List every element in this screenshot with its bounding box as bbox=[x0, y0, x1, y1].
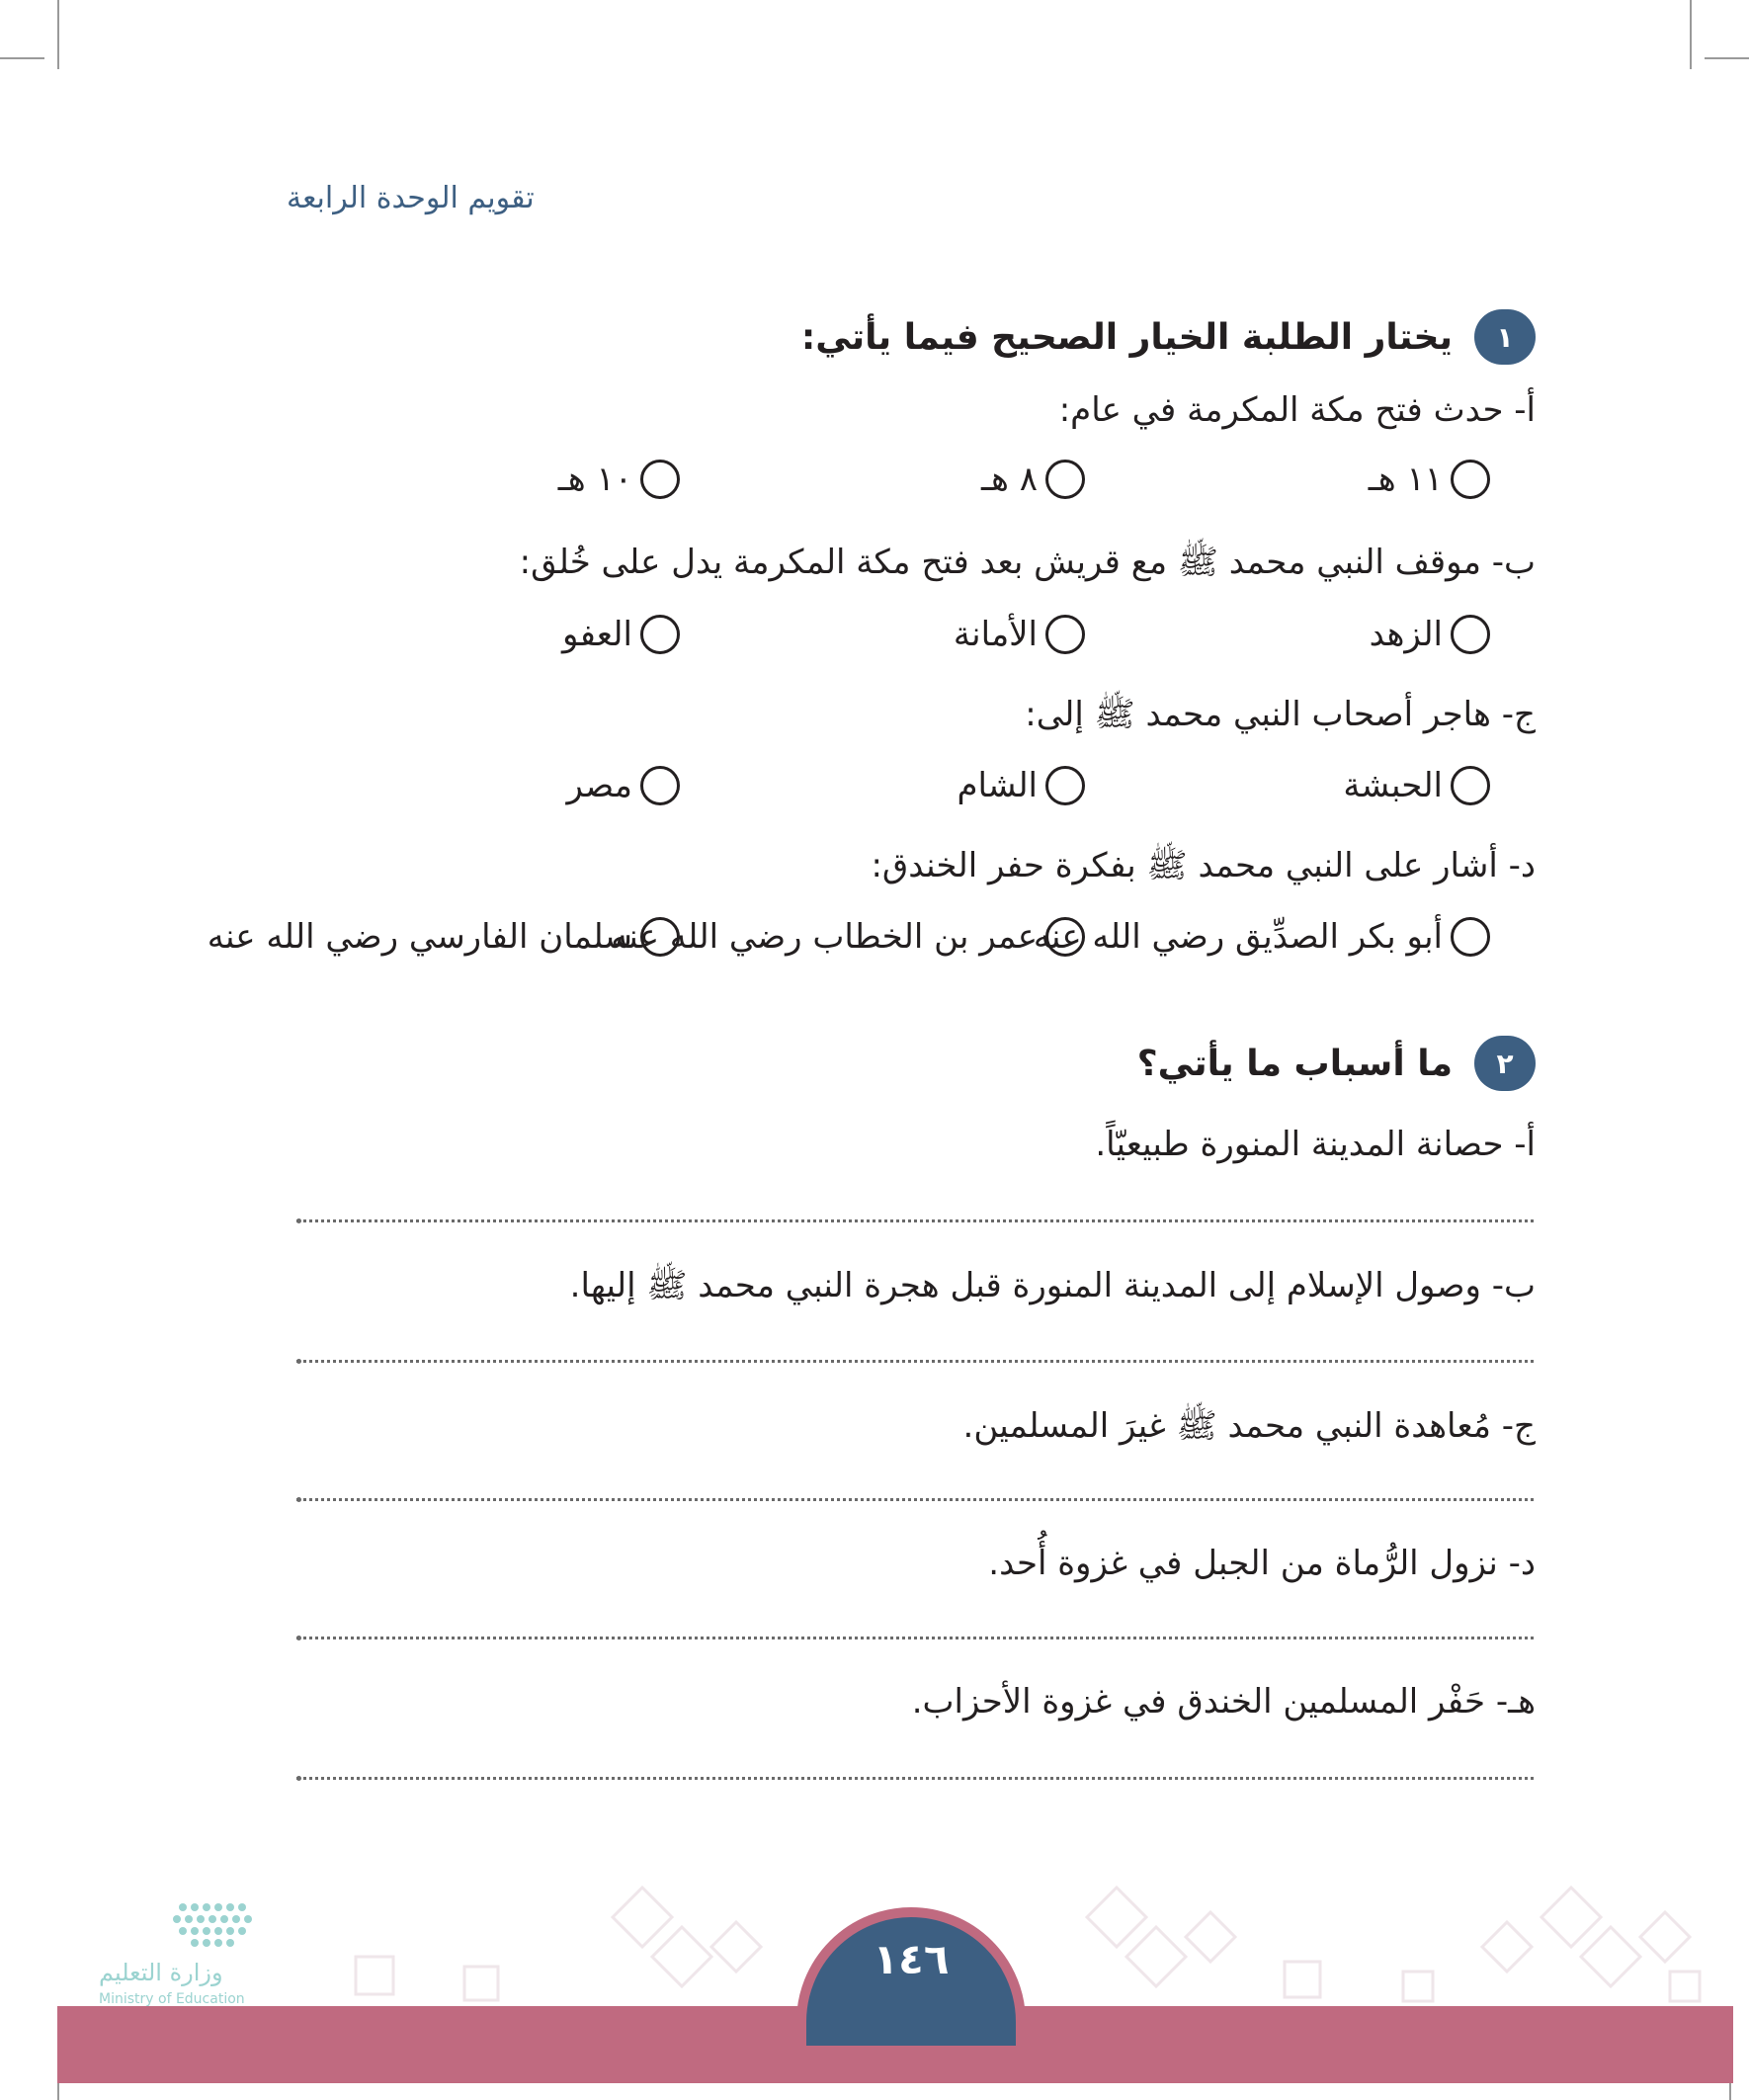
radio-button[interactable] bbox=[640, 766, 680, 805]
question-number-badge: ١ bbox=[1474, 309, 1536, 365]
radio-button[interactable] bbox=[640, 460, 680, 499]
radio-button[interactable] bbox=[1451, 917, 1490, 957]
page-number: ١٤٦ bbox=[873, 1935, 950, 1983]
question-1c-stem: ج- هاجر أصحاب النبي محمد ﷺ إلى: bbox=[1025, 695, 1536, 734]
option-label: عمر بن الخطاب رضي الله عنه bbox=[611, 917, 1038, 957]
option-label: مصر bbox=[566, 766, 632, 805]
option-1b-2[interactable] bbox=[954, 615, 1085, 654]
option-label: ٨ هـ bbox=[981, 460, 1038, 499]
option-1d-1[interactable] bbox=[1034, 917, 1490, 957]
answer-line[interactable] bbox=[296, 1498, 1534, 1501]
option-1d-2[interactable] bbox=[611, 917, 1085, 957]
ministry-name-en: Ministry of Education bbox=[99, 1991, 245, 2007]
answer-line-end bbox=[296, 1497, 301, 1502]
option-label: العفو bbox=[562, 615, 632, 654]
option-label: سلمان الفارسي رضي الله عنه bbox=[207, 917, 632, 957]
question-1a-stem: أ- حدث فتح مكة المكرمة في عام: bbox=[1058, 390, 1536, 430]
radio-button[interactable] bbox=[1451, 766, 1490, 805]
option-label: الشام bbox=[957, 766, 1038, 805]
answer-line-end bbox=[296, 1359, 301, 1364]
option-1a-2[interactable] bbox=[981, 460, 1085, 499]
option-label: الأمانة bbox=[953, 615, 1038, 654]
question-title: يختار الطلبة الخيار الصحيح فيما يأتي: bbox=[800, 316, 1453, 358]
question-2d-stem: د- نزول الرُّماة من الجبل في غزوة أُحد. bbox=[988, 1544, 1536, 1583]
crop-mark bbox=[57, 0, 59, 69]
option-label: الحبشة bbox=[1343, 766, 1443, 805]
crop-mark bbox=[1705, 57, 1749, 59]
radio-button[interactable] bbox=[1045, 917, 1085, 957]
unit-title: تقويم الوحدة الرابعة bbox=[287, 181, 535, 215]
question-2e-stem: هـ- حَفْر المسلمين الخندق في غزوة الأحزاب. bbox=[911, 1682, 1536, 1722]
option-label: ١٠ هـ bbox=[557, 460, 632, 499]
radio-button[interactable] bbox=[640, 917, 680, 957]
crop-mark bbox=[1690, 0, 1692, 69]
question-2-header bbox=[1137, 1033, 1536, 1094]
answer-line[interactable] bbox=[296, 1219, 1534, 1222]
ministry-name: وزارة التعليم bbox=[99, 1959, 223, 1986]
option-1c-2[interactable] bbox=[957, 766, 1085, 805]
question-2a-stem: أ- حصانة المدينة المنورة طبيعيّاً. bbox=[1095, 1125, 1536, 1164]
answer-line-end bbox=[296, 1636, 301, 1640]
option-label: ١١ هـ bbox=[1368, 460, 1443, 499]
question-2c-stem: ج- مُعاهدة النبي محمد ﷺ غيرَ المسلمين. bbox=[962, 1406, 1536, 1446]
question-title: ما أسباب ما يأتي؟ bbox=[1136, 1043, 1453, 1084]
answer-line-end bbox=[296, 1218, 301, 1223]
radio-button[interactable] bbox=[640, 615, 680, 654]
answer-line[interactable] bbox=[296, 1360, 1534, 1363]
option-1c-3[interactable] bbox=[567, 766, 680, 805]
question-2b-stem: ب- وصول الإسلام إلى المدينة المنورة قبل هجرة النبي محمد ﷺ إليها. bbox=[569, 1266, 1536, 1305]
option-1d-3[interactable] bbox=[208, 917, 680, 957]
option-1c-1[interactable] bbox=[1343, 766, 1490, 805]
radio-button[interactable] bbox=[1451, 615, 1490, 654]
crop-mark bbox=[0, 57, 44, 59]
radio-button[interactable] bbox=[1045, 766, 1085, 805]
answer-line-end bbox=[296, 1776, 301, 1781]
option-1b-1[interactable] bbox=[1370, 615, 1490, 654]
option-label: أبو بكر الصدِّيق رضي الله عنه bbox=[1033, 917, 1443, 957]
question-1d-stem: د- أشار على النبي محمد ﷺ بفكرة حفر الخندق: bbox=[871, 846, 1536, 885]
radio-button[interactable] bbox=[1045, 615, 1085, 654]
answer-line[interactable] bbox=[296, 1637, 1534, 1639]
question-1b-stem: ب- موقف النبي محمد ﷺ مع قريش بعد فتح مكة المكرمة يدل على خُلق: bbox=[519, 543, 1536, 582]
option-1a-3[interactable] bbox=[558, 460, 680, 499]
question-number-badge: ٢ bbox=[1474, 1036, 1536, 1091]
option-label: الزهد bbox=[1369, 615, 1443, 654]
radio-button[interactable] bbox=[1045, 460, 1085, 499]
option-1b-3[interactable] bbox=[562, 615, 680, 654]
radio-button[interactable] bbox=[1451, 460, 1490, 499]
answer-line[interactable] bbox=[296, 1777, 1534, 1780]
question-1-header bbox=[801, 306, 1536, 368]
option-1a-1[interactable] bbox=[1369, 460, 1490, 499]
